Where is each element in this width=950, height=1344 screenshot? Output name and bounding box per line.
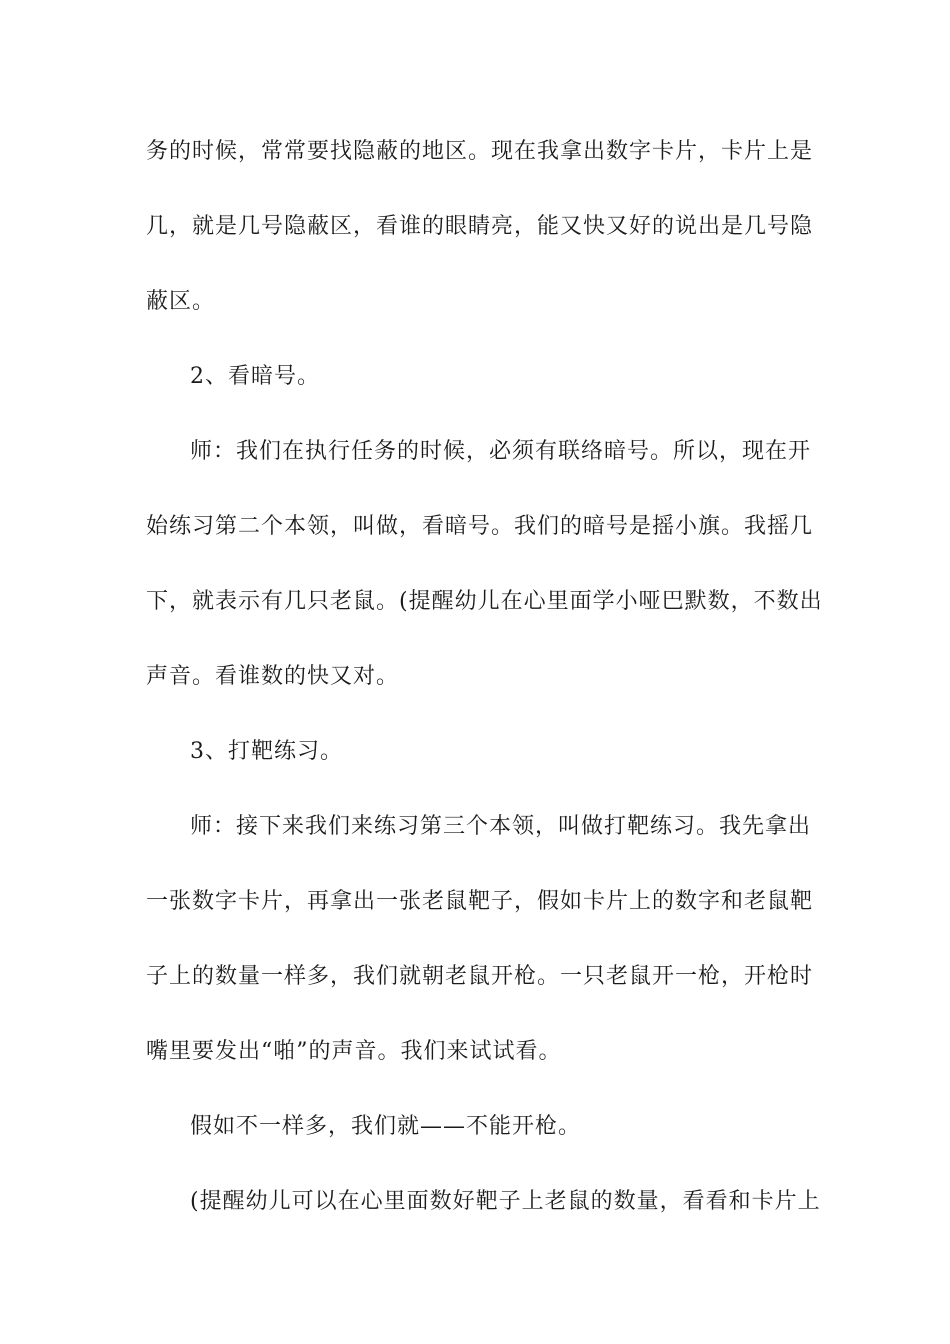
text-line: (提醒幼儿可以在心里面数好靶子上老鼠的数量，看看和卡片上 [190, 1189, 821, 1214]
text-line: 子上的数量一样多，我们就朝老鼠开枪。一只老鼠开一枪，开枪时 [146, 964, 814, 989]
text-line: 师：我们在执行任务的时候，必须有联络暗号。所以，现在开 [190, 439, 812, 464]
text-line: 师：接下来我们来练习第三个本领，叫做打靶练习。我先拿出 [190, 814, 812, 839]
text-line: 声音。看谁数的快又对。 [146, 664, 400, 689]
text-line: 嘴里要发出“啪”的声音。我们来试试看。 [146, 1039, 562, 1064]
text-line: 务的时候，常常要找隐蔽的地区。现在我拿出数字卡片，卡片上是 [146, 139, 814, 164]
text-line: 一张数字卡片，再拿出一张老鼠靶子，假如卡片上的数字和老鼠靶 [146, 889, 814, 914]
text-line: 假如不一样多，我们就——不能开枪。 [190, 1114, 582, 1139]
section-heading: 3、打靶练习。 [190, 739, 343, 764]
text-line: 始练习第二个本领，叫做，看暗号。我们的暗号是摇小旗。我摇几 [146, 514, 814, 539]
text-line: 下，就表示有几只老鼠。(提醒幼儿在心里面学小哑巴默数，不数出 [146, 589, 823, 614]
section-heading: 2、看暗号。 [190, 364, 320, 389]
text-line: 几，就是几号隐蔽区，看谁的眼睛亮，能又快又好的说出是几号隐 [146, 214, 814, 239]
text-line: 蔽区。 [146, 289, 216, 314]
